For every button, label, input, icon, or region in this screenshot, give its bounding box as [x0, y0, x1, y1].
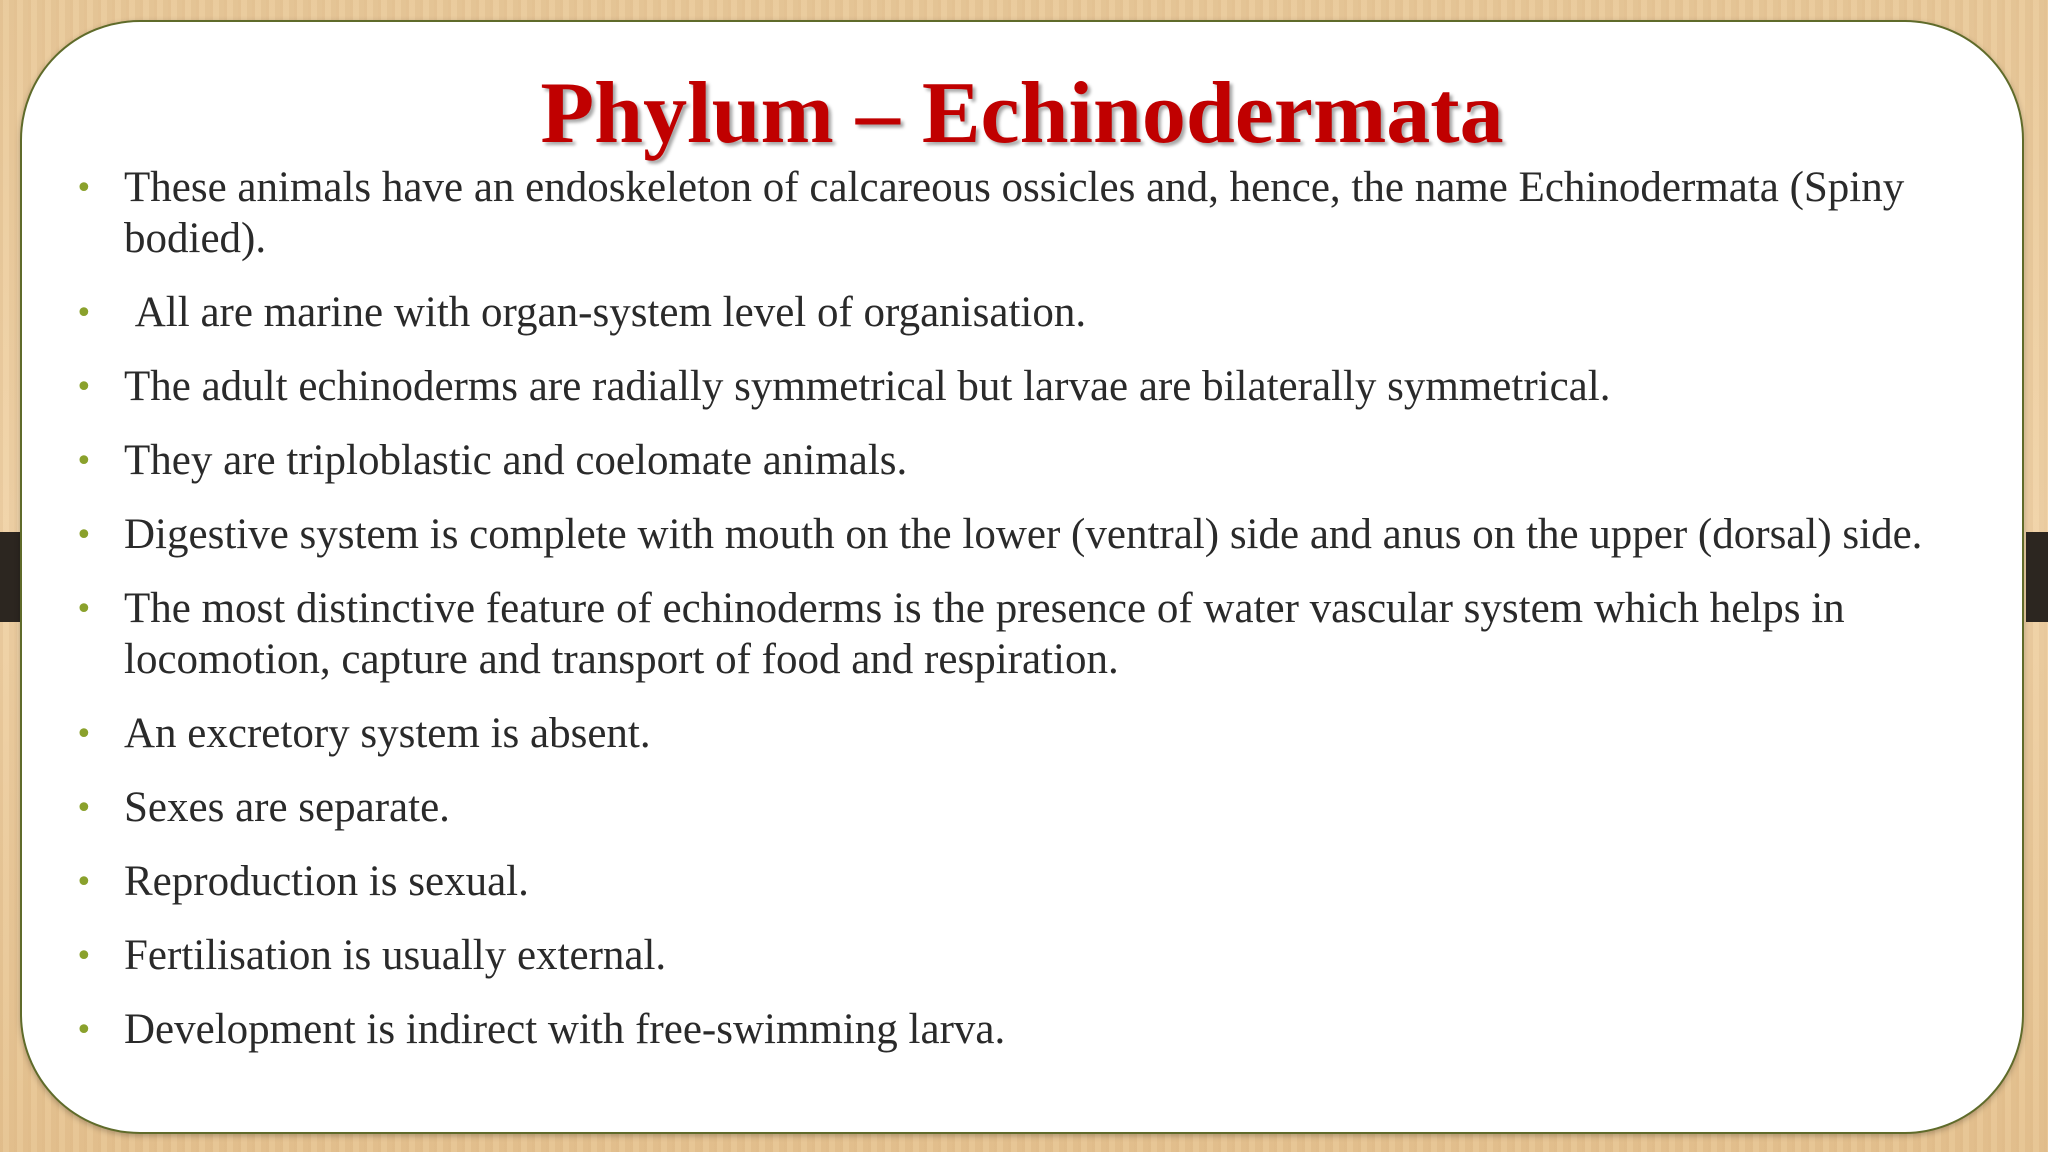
- slide-card: [20, 20, 2024, 1134]
- bullet-dot-icon: •: [75, 444, 93, 479]
- right-edge-tab: [2026, 532, 2048, 622]
- bullet-dot-icon: •: [75, 717, 93, 752]
- bullet-text: These animals have an endoskeleton of calcareous ossicles and, hence, the name Echinodermata (Spiny bodied).: [124, 164, 1905, 262]
- bullet-text: They are triploblastic and coelomate animals.: [124, 437, 908, 484]
- bullet-dot-icon: •: [75, 370, 93, 405]
- bullet-item-development: [72, 1004, 1972, 1055]
- bullet-text: Development is indirect with free-swimming larva.: [124, 1006, 1006, 1053]
- bullet-item-symmetry: [72, 361, 1972, 412]
- bullet-text: Reproduction is sexual.: [124, 858, 529, 905]
- bullet-dot-icon: •: [75, 865, 93, 900]
- bullet-dot-icon: •: [75, 592, 93, 627]
- left-edge-tab: [0, 532, 22, 622]
- bullet-dot-icon: •: [75, 791, 93, 826]
- bullet-item-triploblastic: [72, 435, 1972, 486]
- bullet-text: The adult echinoderms are radially symmetrical but larvae are bilaterally symmetrical.: [124, 363, 1611, 410]
- bullet-text: Digestive system is complete with mouth on the lower (ventral) side and anus on the upper (dorsal) side.: [124, 511, 1923, 558]
- bullet-item-water-vascular: [72, 583, 1972, 685]
- bullet-text: The most distinctive feature of echinoderms is the presence of water vascular system which helps in locomotion, capture and transport of food and respiration.: [124, 585, 1845, 683]
- bullet-list: [72, 162, 1972, 1078]
- bullet-dot-icon: •: [75, 518, 93, 553]
- bullet-item-sexes: [72, 782, 1972, 833]
- bullet-item-excretory: [72, 708, 1972, 759]
- bullet-item-fertilisation: [72, 930, 1972, 981]
- slide-title: Phylum – Echinodermata: [540, 65, 1504, 162]
- bullet-dot-icon: •: [75, 296, 93, 331]
- bullet-dot-icon: •: [75, 1013, 93, 1048]
- bullet-dot-icon: •: [75, 939, 93, 974]
- bullet-item-digestive: [72, 509, 1972, 560]
- bullet-item-endoskeleton: [72, 162, 1972, 264]
- bullet-text: Fertilisation is usually external.: [124, 932, 667, 979]
- bullet-item-reproduction: [72, 856, 1972, 907]
- bullet-dot-icon: •: [75, 171, 93, 206]
- bullet-text: All are marine with organ-system level of organisation.: [124, 289, 1087, 336]
- bullet-text: Sexes are separate.: [124, 784, 450, 831]
- bullet-item-marine: [72, 287, 1972, 338]
- bullet-text: An excretory system is absent.: [124, 710, 651, 757]
